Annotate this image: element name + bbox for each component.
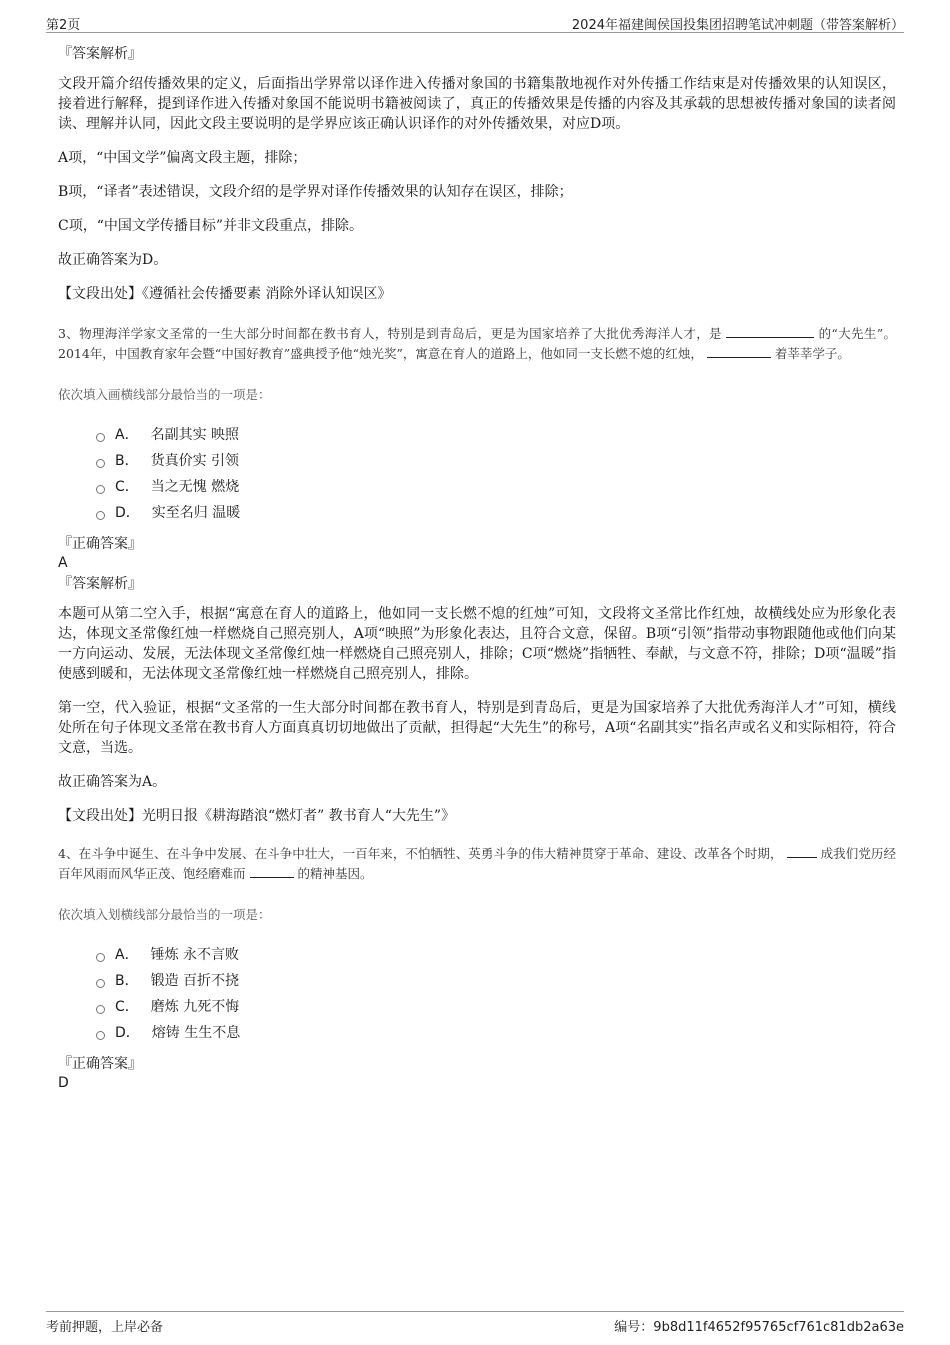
stem-text: 4、在斗争中诞生、在斗争中发展、在斗争中壮大，一百年来，不怕牺牲、英勇斗争的伟大精神贯穿于革命、建设、改革各个时期， xyxy=(58,846,783,861)
footer-slogan: 考前押题，上岸必备 xyxy=(46,1320,164,1335)
analysis-label: 『答案解析』 xyxy=(58,46,142,62)
page-content xyxy=(58,44,896,1092)
option-letter: C． xyxy=(115,479,139,495)
radio-icon[interactable] xyxy=(96,433,105,442)
option-letter: B． xyxy=(115,973,139,989)
radio-icon[interactable] xyxy=(96,1031,105,1040)
radio-icon[interactable] xyxy=(96,1005,105,1014)
option-c[interactable] xyxy=(96,994,896,1020)
analysis-paragraph: 本题可从第二空入手，根据“寓意在育人的道路上，他如同一支长燃不熄的红烛”可知，文段将文圣常比作红烛，故横线处应为形象化表达，体现文圣常像红烛一样燃烧自己照亮别人，A项“映照”为形象化表达，且符合文意，保留。B项“引领”指带动事物跟随他或他们向某一方向运动、发展，无法体现文圣常像红烛一样燃烧自己照亮别人，排除；C项“燃烧”指牺牲、奉献，与文意不符，排除；D项“温暖”指使感到暖和，无法体现文圣常像红烛一样燃烧自己照亮别人，排除。 xyxy=(58,606,896,682)
analysis-paragraph: B项，“译者”表述错误，文段介绍的是学界对译作传播效果的认知存在误区，排除； xyxy=(58,184,573,200)
analysis-paragraph: 故正确答案为A。 xyxy=(58,774,167,790)
question-stem xyxy=(58,324,896,364)
code-label: 编号： xyxy=(614,1320,654,1335)
analysis-paragraph: C项，“中国文学传播目标”并非文段重点，排除。 xyxy=(58,218,364,234)
passage-source: 【文段出处】《遵循社会传播要素 消除外译认知误区》 xyxy=(58,286,392,302)
option-text: 磨炼 九死不悔 xyxy=(150,999,240,1015)
analysis-paragraph: 故正确答案为D。 xyxy=(58,252,168,268)
correct-answer: A xyxy=(58,555,68,571)
code-value: 9b8d11f4652f95765cf761c81db2a63e xyxy=(653,1320,904,1335)
analysis-paragraph: A项，“中国文学”偏离文段主题，排除； xyxy=(58,150,307,166)
option-text: 熔铸 生生不息 xyxy=(151,1025,241,1041)
correct-answer: D xyxy=(58,1075,69,1091)
radio-icon[interactable] xyxy=(96,459,105,468)
option-letter: D． xyxy=(115,505,140,521)
option-letter: C． xyxy=(115,999,139,1015)
option-letter: B． xyxy=(115,453,139,469)
option-a[interactable] xyxy=(96,422,896,448)
page-footer xyxy=(46,1311,904,1336)
option-text: 货真价实 引领 xyxy=(150,453,240,469)
question-instruction: 依次填入画横线部分最恰当的一项是： xyxy=(58,387,271,402)
analysis-paragraph: 第一空，代入验证，根据“文圣常的一生大部分时间都在教书育人，特别是到青岛后，更是为国家培养了大批优秀海洋人才”可知，横线处所在句子体现文圣常在教书育人方面真真切切地做出了贡献，担得起“大先生”的称号，A项“名副其实”指名声或名义和实际相符，符合文意，当选。 xyxy=(58,700,896,756)
stem-text: 成我们党历经百年风雨而风华正茂、饱经磨难而 xyxy=(58,846,896,881)
options-list xyxy=(96,422,896,526)
option-letter: A． xyxy=(115,427,139,443)
option-a[interactable] xyxy=(96,942,896,968)
stem-text: 着莘莘学子。 xyxy=(774,346,850,361)
stem-text: 的精神基因。 xyxy=(297,866,373,881)
radio-icon[interactable] xyxy=(96,979,105,988)
page-number: 第2页 xyxy=(46,18,81,33)
document-title: 2024年福建闽侯国投集团招聘笔试冲刺题（带答案解析） xyxy=(571,18,904,33)
option-text: 锻造 百折不挠 xyxy=(150,973,240,989)
stem-text: 的“大先生”。2014年，中国教育家年会暨“中国好教育”盛典授予他“烛光奖”，寓意在育人的道路上，他如同一支长燃不熄的红烛， xyxy=(58,326,896,361)
option-text: 当之无愧 燃烧 xyxy=(150,479,240,495)
option-b[interactable] xyxy=(96,968,896,994)
fill-blank xyxy=(726,324,814,338)
question-4 xyxy=(58,844,896,1092)
question-instruction: 依次填入划横线部分最恰当的一项是： xyxy=(58,907,271,922)
options-list xyxy=(96,942,896,1046)
radio-icon[interactable] xyxy=(96,953,105,962)
correct-answer-label: 『正确答案』 xyxy=(58,536,142,552)
page-header xyxy=(46,12,904,33)
document-code xyxy=(614,1316,904,1335)
radio-icon[interactable] xyxy=(96,511,105,520)
option-text: 名副其实 映照 xyxy=(150,427,240,443)
fill-blank xyxy=(250,864,294,878)
radio-icon[interactable] xyxy=(96,485,105,494)
option-letter: A． xyxy=(115,947,139,963)
correct-answer-label: 『正确答案』 xyxy=(58,1056,142,1072)
option-d[interactable] xyxy=(96,500,896,526)
question-3 xyxy=(58,324,896,826)
question-stem xyxy=(58,844,896,884)
option-c[interactable] xyxy=(96,474,896,500)
option-text: 锤炼 永不言败 xyxy=(150,947,240,963)
fill-blank xyxy=(787,844,817,858)
fill-blank xyxy=(707,344,771,358)
analysis-paragraph: 文段开篇介绍传播效果的定义，后面指出学界常以译作进入传播对象国的书籍集散地视作对外传播工作结束是对传播效果的认知误区，接着进行解释，提到译作进入传播对象国不能说明书籍被阅读了，真正的传播效果是传播的内容及其承载的思想被传播对象国的读者阅读、理解并认同，因此文段主要说明的是学界应该正确认识译作的对外传播效果，对应D项。 xyxy=(58,76,896,132)
passage-source: 【文段出处】光明日报《耕海踏浪“燃灯者” 教书育人“大先生”》 xyxy=(58,808,456,824)
option-d[interactable] xyxy=(96,1020,896,1046)
option-text: 实至名归 温暖 xyxy=(151,505,241,521)
question-2-analysis xyxy=(58,44,896,304)
stem-text: 3、物理海洋学家文圣常的一生大部分时间都在教书育人，特别是到青岛后，更是为国家培养了大批优秀海洋人才，是 xyxy=(58,326,722,341)
option-b[interactable] xyxy=(96,448,896,474)
option-letter: D． xyxy=(115,1025,140,1041)
analysis-label: 『答案解析』 xyxy=(58,576,142,592)
